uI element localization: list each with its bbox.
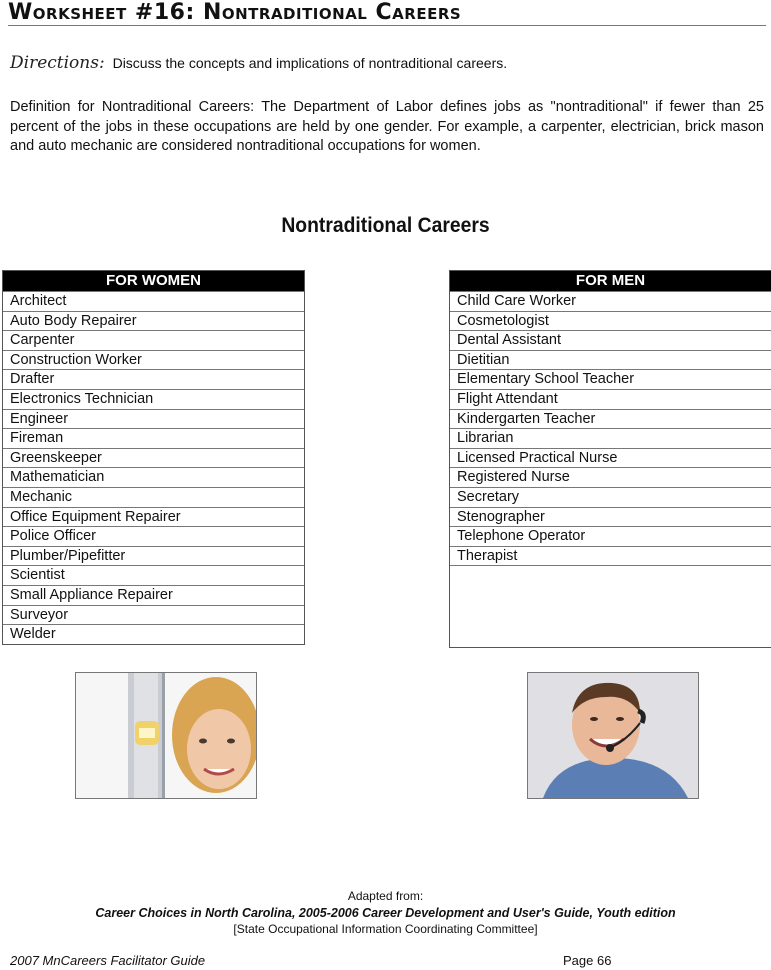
table-row: Therapist [450, 546, 771, 566]
table-row: Drafter [3, 369, 304, 389]
section-heading: Nontraditional Careers [281, 214, 490, 237]
woman-photo-illustration [76, 673, 256, 798]
table-row: Welder [3, 624, 304, 644]
table-row: Mathematician [3, 467, 304, 487]
table-row: Mechanic [3, 487, 304, 507]
table-row: Librarian [450, 428, 771, 448]
table-row: Licensed Practical Nurse [450, 448, 771, 468]
table-row: Scientist [3, 565, 304, 585]
table-header: FOR WOMEN [3, 271, 304, 291]
table-row: Engineer [3, 409, 304, 429]
table-row: Cosmetologist [450, 311, 771, 331]
table-row: Police Officer [3, 526, 304, 546]
table-row: Child Care Worker [450, 291, 771, 311]
footer-guide-name: 2007 MnCareers Facilitator Guide [10, 953, 206, 968]
definition-paragraph: Definition for Nontraditional Careers: The Department of Labor defines jobs as "nontraditional" if fewer than 25 percent of the jobs in these occupations are held by one gender. For example, a carpenter, electrician, brick mason and auto mechanic are considered nontraditional occupations for women. [10, 99, 764, 154]
table-row: Telephone Operator [450, 526, 771, 546]
table-row: Office Equipment Repairer [3, 507, 304, 527]
directions-label: Directions: [10, 53, 105, 73]
man-photo-illustration [528, 673, 698, 798]
footer-page-number: Page 66 [563, 953, 612, 968]
table-row: Kindergarten Teacher [450, 409, 771, 429]
table-row: Elementary School Teacher [450, 369, 771, 389]
credit-adapted-from: Adapted from: [347, 889, 424, 903]
table-row: Dental Assistant [450, 330, 771, 350]
table-row: Greenskeeper [3, 448, 304, 468]
title-divider [8, 25, 766, 26]
credit-organization: [State Occupational Information Coordinating Committee] [233, 922, 538, 936]
table-row: Construction Worker [3, 350, 304, 370]
woman-with-level-photo [75, 672, 257, 799]
table-row: Fireman [3, 428, 304, 448]
table-header: FOR MEN [450, 271, 771, 291]
table-row: Plumber/Pipefitter [3, 546, 304, 566]
table-row: Auto Body Repairer [3, 311, 304, 331]
men-careers-table [449, 270, 771, 648]
directions [10, 54, 507, 72]
man-with-headset-photo [527, 672, 699, 799]
women-careers-table [2, 270, 305, 645]
page-title: Worksheet #16: Nontraditional Careers [8, 0, 462, 25]
table-row: Small Appliance Repairer [3, 585, 304, 605]
table-row: Surveyor [3, 605, 304, 625]
table-row: Architect [3, 291, 304, 311]
table-row: Registered Nurse [450, 467, 771, 487]
directions-text: Discuss the concepts and implications of nontraditional careers. [112, 55, 508, 71]
table-row: Stenographer [450, 507, 771, 527]
table-row: Dietitian [450, 350, 771, 370]
table-row: Electronics Technician [3, 389, 304, 409]
credit-source-title: Career Choices in North Carolina, 2005-2006 Career Development and User's Guide, Youth edition [95, 906, 676, 920]
table-row: Flight Attendant [450, 389, 771, 409]
table-row: Carpenter [3, 330, 304, 350]
table-row: Secretary [450, 487, 771, 507]
